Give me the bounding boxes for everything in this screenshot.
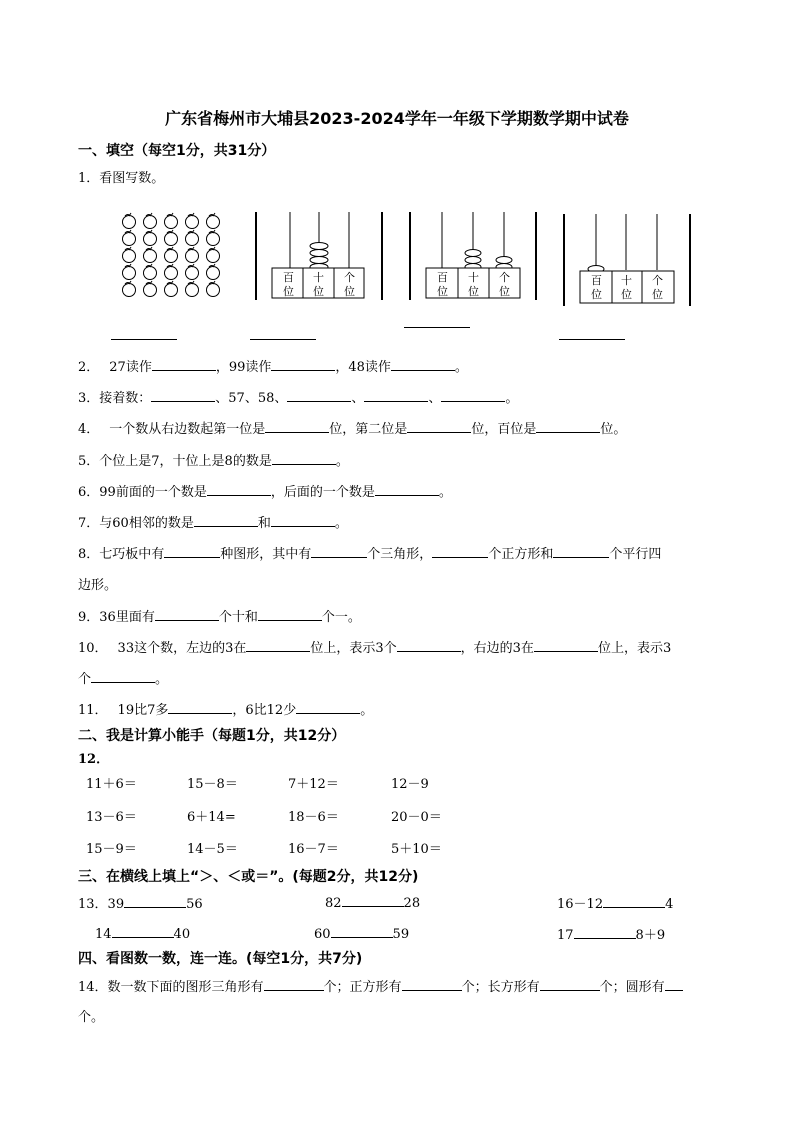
apple-icon: [123, 264, 136, 280]
calc-10: 14－5＝: [187, 842, 238, 857]
apple-icon: [165, 281, 178, 297]
apple-icon: [144, 247, 157, 263]
q3-blank-3[interactable]: [364, 388, 428, 402]
q4-blank-1[interactable]: [265, 419, 329, 433]
abacus-3-hundreds-label: 百 位: [591, 274, 602, 301]
question-14-continued: 个。: [78, 1010, 105, 1025]
q9-blank-1[interactable]: [155, 607, 219, 621]
calc-4: 12－9: [391, 777, 429, 792]
q5-blank-1[interactable]: [272, 451, 336, 465]
compare-4: 14 40: [95, 924, 190, 942]
compare-4-blank[interactable]: [112, 924, 174, 938]
q14-blank-3[interactable]: [540, 977, 600, 991]
question-1: 1．看图写数。: [78, 171, 165, 186]
q1-answer-1-blank[interactable]: [111, 338, 177, 340]
section-4-heading: 四、看图数一数，连一连。(每空1分，共7分): [78, 951, 363, 967]
compare-5: 60 59: [314, 924, 409, 942]
abacus-3-tens-label: 十 位: [621, 274, 632, 301]
calc-5: 13－6＝: [86, 810, 137, 825]
apple-icon: [186, 281, 199, 297]
apple-grid-image: [120, 212, 230, 296]
q8-blank-3[interactable]: [432, 544, 488, 558]
q8-blank-4[interactable]: [553, 544, 609, 558]
abacus-2-ones-label: 个 位: [499, 271, 510, 298]
q2-blank-1[interactable]: [152, 357, 216, 371]
q2-blank-3[interactable]: [391, 357, 455, 371]
compare-1-blank[interactable]: [124, 894, 186, 908]
q10-blank-3[interactable]: [534, 638, 598, 652]
compare-2-blank[interactable]: [342, 893, 404, 907]
apple-icon: [123, 230, 136, 246]
q1-answer-2-blank[interactable]: [250, 338, 316, 340]
compare-6: 17 8＋9: [557, 924, 665, 943]
compare-2: 82 28: [325, 893, 420, 911]
q7-blank-1[interactable]: [194, 513, 258, 527]
compare-3-blank[interactable]: [603, 894, 665, 908]
question-12: 12．: [78, 752, 110, 767]
question-8: 8．七巧板中有 种图形，其中有 个三角形， 个正方形和 个平行四: [78, 543, 661, 562]
question-10: 10． 33这个数，左边的3在 位上，表示3个 ，右边的3在 位上，表示3: [78, 637, 671, 656]
calc-9: 15－9＝: [86, 842, 137, 857]
question-8-continued: 边形。: [78, 578, 118, 593]
question-9: 9．36里面有 个十和 个一。: [78, 606, 361, 625]
calc-7: 18－6＝: [288, 810, 339, 825]
calc-11: 16－7＝: [288, 842, 339, 857]
q3-blank-2[interactable]: [287, 388, 351, 402]
q4-blank-3[interactable]: [536, 419, 600, 433]
q14-blank-1[interactable]: [264, 977, 324, 991]
apple-icon: [207, 230, 220, 246]
apple-icon: [123, 247, 136, 263]
q2-blank-2[interactable]: [271, 357, 335, 371]
page-title: 广东省梅州市大埔县2023-2024学年一年级下学期数学期中试卷: [165, 109, 629, 128]
calc-12: 5＋10＝: [391, 842, 442, 857]
q14-blank-4[interactable]: [665, 977, 683, 991]
q14-blank-2[interactable]: [402, 977, 462, 991]
calc-2: 15－8＝: [187, 777, 238, 792]
q10-blank-4[interactable]: [91, 669, 155, 683]
question-7: 7．与60相邻的数是 和 。: [78, 512, 348, 531]
abacus-2-tens-label: 十 位: [468, 271, 479, 298]
apple-icon: [165, 213, 178, 229]
q6-blank-2[interactable]: [375, 482, 439, 496]
abacus-3-ones-label: 个 位: [652, 274, 663, 301]
abacus-1-ones-label: 个 位: [344, 271, 355, 298]
apple-icon: [186, 264, 199, 280]
apple-icon: [186, 213, 199, 229]
q3-blank-4[interactable]: [441, 388, 505, 402]
q1-answer-4-blank[interactable]: [559, 338, 625, 340]
question-3: 3．接着数： 、57、58、 、 、 。: [78, 387, 518, 406]
q11-blank-2[interactable]: [296, 700, 360, 714]
question-2: 2． 27读作 ，99读作 ，48读作 。: [78, 356, 468, 375]
q1-answer-3-blank[interactable]: [404, 326, 470, 328]
q3-blank-1[interactable]: [151, 388, 215, 402]
compare-3: 16－12 4: [557, 893, 673, 912]
question-6: 6．99前面的一个数是 ，后面的一个数是 。: [78, 481, 452, 500]
question-11: 11． 19比7多 ，6比12少 。: [78, 699, 373, 718]
apple-icon: [123, 213, 136, 229]
apple-icon: [144, 230, 157, 246]
question-5: 5．个位上是7，十位上是8的数是 。: [78, 450, 349, 469]
q4-blank-2[interactable]: [407, 419, 471, 433]
apple-icon: [144, 264, 157, 280]
apple-icon: [165, 247, 178, 263]
calc-8: 20－0＝: [391, 810, 442, 825]
abacus-2-hundreds-label: 百 位: [437, 271, 448, 298]
apple-icon: [207, 247, 220, 263]
q8-blank-2[interactable]: [311, 544, 367, 558]
apple-icon: [165, 264, 178, 280]
compare-1: 13．39 56: [78, 893, 203, 912]
apple-icon: [144, 281, 157, 297]
section-3-heading: 三、在横线上填上“＞、＜或＝”。(每题2分，共12分): [78, 869, 419, 885]
q8-blank-1[interactable]: [164, 544, 220, 558]
apple-icon: [186, 247, 199, 263]
compare-5-blank[interactable]: [331, 924, 393, 938]
q9-blank-2[interactable]: [258, 607, 322, 621]
compare-6-blank[interactable]: [574, 925, 636, 939]
q11-blank-1[interactable]: [168, 700, 232, 714]
question-10-continued: 个 。: [78, 668, 168, 687]
apple-icon: [123, 281, 136, 297]
apple-icon: [207, 213, 220, 229]
question-14: 14．数一数下面的图形三角形有 个；正方形有 个；长方形有 个；圆形有: [78, 976, 683, 995]
apple-icon: [165, 230, 178, 246]
q10-blank-1[interactable]: [246, 638, 310, 652]
abacus-1-hundreds-label: 百 位: [283, 271, 294, 298]
section-2-heading: 二、我是计算小能手（每题1分，共12分）: [78, 728, 346, 744]
abacus-1-tens-label: 十 位: [313, 271, 324, 298]
calc-3: 7＋12＝: [288, 777, 339, 792]
apple-icon: [186, 230, 199, 246]
apple-icon: [207, 281, 220, 297]
q6-blank-1[interactable]: [207, 482, 271, 496]
apple-icon: [144, 213, 157, 229]
q7-blank-2[interactable]: [271, 513, 335, 527]
calc-6: 6＋14=: [187, 810, 236, 825]
question-4: 4． 一个数从右边数起第一位是 位，第二位是 位，百位是 位。: [78, 418, 626, 437]
calc-1: 11＋6＝: [86, 777, 137, 792]
q10-blank-2[interactable]: [397, 638, 461, 652]
section-1-heading: 一、填空（每空1分，共31分）: [78, 143, 276, 159]
apple-icon: [207, 264, 220, 280]
